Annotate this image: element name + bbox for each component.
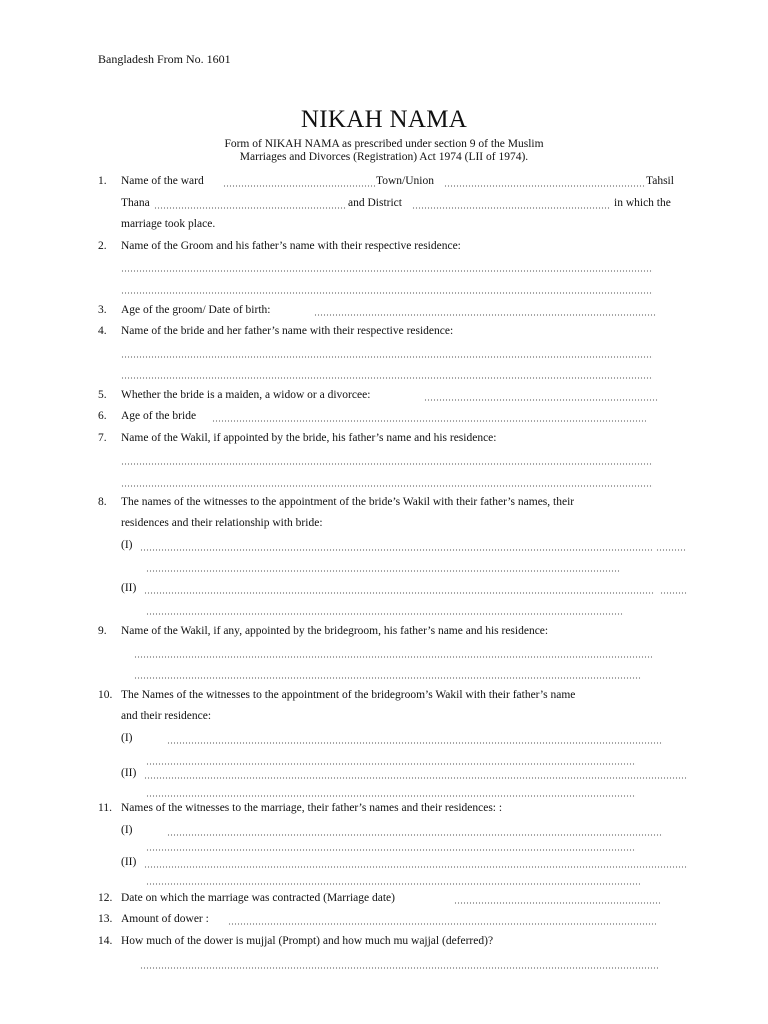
item-number-3: 3.: [98, 304, 107, 316]
bride-name-field-1[interactable]: [121, 356, 653, 358]
groom-wakil-field-2[interactable]: [134, 677, 641, 679]
bride-age-label: Age of the bride: [121, 410, 197, 422]
groom-age-label: Age of the groom/ Date of birth:: [121, 304, 271, 316]
tahsil-label: Tahsil: [646, 175, 674, 187]
witness-8-i-field-1b[interactable]: [656, 549, 686, 551]
marriage-date-label: Date on which the marriage was contracted (Marriage date): [121, 892, 395, 904]
item-number-14: 14.: [98, 935, 113, 947]
witness-10-i-field-1[interactable]: [167, 742, 663, 744]
subtitle-line-2: Marriages and Divorces (Registration) Act 1974 (LII of 1974).: [239, 151, 529, 163]
item-number-1: 1.: [98, 175, 107, 187]
district-label: and District: [348, 197, 402, 209]
witness-10-ii-label: (II): [121, 767, 137, 779]
thana-label: Thana: [121, 197, 150, 209]
bride-status-field[interactable]: [424, 399, 658, 401]
bride-name-label: Name of the bride and her father’s name with their respective residence:: [121, 325, 454, 337]
witness-8-ii-field-1b[interactable]: [660, 592, 687, 594]
witness-8-i-field-2[interactable]: [146, 570, 620, 572]
witness-8-i-label: (I): [121, 539, 133, 551]
item-number-13: 13.: [98, 913, 113, 925]
item-number-5: 5.: [98, 389, 107, 401]
form-number: Bangladesh From No. 1601: [98, 52, 231, 66]
bride-wakil-witnesses-label-2: residences and their relationship with bride:: [121, 517, 323, 529]
groom-wakil-witnesses-label-2: and their residence:: [121, 710, 212, 722]
witness-10-i-field-2[interactable]: [146, 763, 636, 765]
subtitle-line-1: Form of NIKAH NAMA as prescribed under section 9 of the Muslim: [224, 138, 544, 150]
item-number-6: 6.: [98, 410, 107, 422]
dower-amount-field[interactable]: [228, 923, 656, 925]
form-subtitle: [0, 138, 768, 164]
groom-name-field-2[interactable]: [121, 292, 653, 294]
groom-name-label: Name of the Groom and his father’s name with their respective residence:: [121, 240, 461, 252]
bride-wakil-witnesses-label-1: The names of the witnesses to the appointment of the bride’s Wakil with their father’s names, their: [121, 496, 575, 508]
dower-prompt-deferred-field[interactable]: [140, 967, 658, 969]
bride-status-label: Whether the bride is a maiden, a widow or a divorcee:: [121, 389, 371, 401]
witness-11-ii-field-2[interactable]: [146, 883, 640, 885]
witness-8-ii-field-2[interactable]: [146, 613, 624, 615]
groom-wakil-witnesses-label-1: The Names of the witnesses to the appointment of the bridegroom’s Wakil with their father’s name: [121, 689, 576, 701]
witness-11-i-field-1[interactable]: [167, 834, 663, 836]
dower-amount-label: Amount of dower :: [121, 913, 209, 925]
item-number-7: 7.: [98, 432, 107, 444]
town-union-label: Town/Union: [376, 175, 434, 187]
witness-10-ii-field-1[interactable]: [144, 777, 688, 779]
witness-8-ii-field-1[interactable]: [144, 592, 654, 594]
item-number-2: 2.: [98, 240, 107, 252]
dower-prompt-deferred-label: How much of the dower is mujjal (Prompt) and how much mu wajjal (deferred)?: [121, 935, 494, 947]
witness-8-ii-label: (II): [121, 582, 137, 594]
bride-wakil-field-1[interactable]: [121, 463, 653, 465]
groom-age-field[interactable]: [314, 314, 656, 316]
thana-field[interactable]: [154, 207, 346, 209]
bride-wakil-label: Name of the Wakil, if appointed by the bride, his father’s name and his residence:: [121, 432, 497, 444]
district-field[interactable]: [412, 207, 610, 209]
ward-field[interactable]: [223, 185, 376, 187]
item-number-8: 8.: [98, 496, 107, 508]
groom-wakil-field-1[interactable]: [134, 656, 652, 658]
item-number-10: 10.: [98, 689, 113, 701]
groom-wakil-label: Name of the Wakil, if any, appointed by the bridegroom, his father’s name and his residence:: [121, 625, 549, 637]
item-number-11: 11.: [98, 802, 112, 814]
marriage-place-label: marriage took place.: [121, 218, 216, 230]
witness-11-ii-field-1[interactable]: [144, 866, 688, 868]
witness-11-i-field-2[interactable]: [146, 849, 636, 851]
item-number-9: 9.: [98, 625, 107, 637]
marriage-witnesses-label: Names of the witnesses to the marriage, their father’s names and their residences: :: [121, 802, 503, 814]
ward-label: Name of the ward: [121, 175, 204, 187]
witness-11-i-label: (I): [121, 824, 133, 836]
marriage-date-field[interactable]: [454, 902, 660, 904]
bride-name-field-2[interactable]: [121, 377, 653, 379]
witness-11-ii-label: (II): [121, 856, 137, 868]
item-number-4: 4.: [98, 325, 107, 337]
witness-10-ii-field-2[interactable]: [146, 795, 636, 797]
in-which-label: in which the: [614, 197, 671, 209]
witness-8-i-field-1[interactable]: [140, 549, 652, 551]
groom-name-field-1[interactable]: [121, 270, 653, 272]
town-union-field[interactable]: [444, 185, 646, 187]
bride-age-field[interactable]: [212, 420, 646, 422]
item-number-12: 12.: [98, 892, 113, 904]
witness-10-i-label: (I): [121, 732, 133, 744]
bride-wakil-field-2[interactable]: [121, 485, 653, 487]
page-title: NIKAH NAMA: [300, 106, 468, 133]
